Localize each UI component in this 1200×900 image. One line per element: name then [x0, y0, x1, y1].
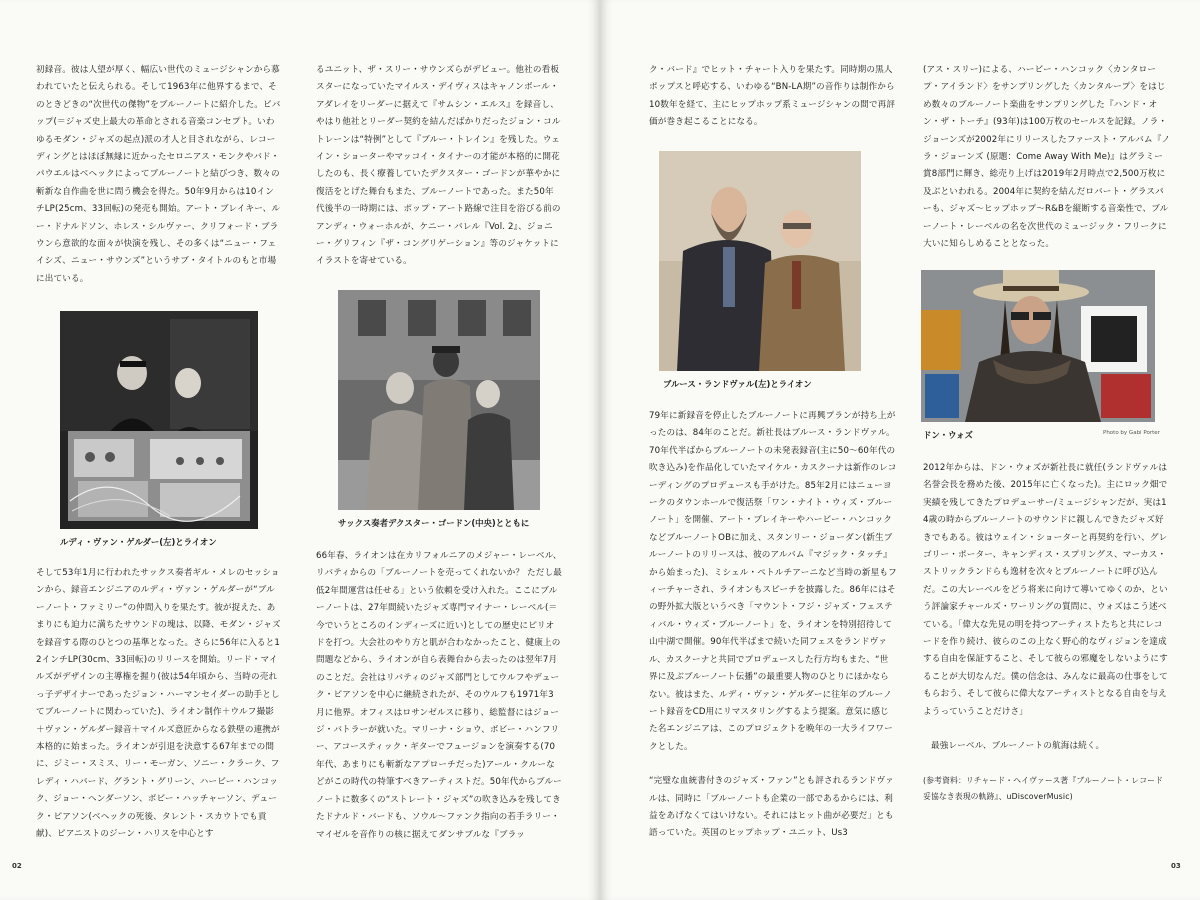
paragraph: 2012年からは、ドン・ウォズが新社長に就任(ランドヴァルは名誉会長を務めた後、2015年に亡くなった)。主にロック畑で実績を残してきたプロデューサー/ミュージシャンだが、実は14歳の時からブルーノートのサウンドに親しんできたジャズ好きでもある。彼はウェイン・ショーターと再契約を行い、グレゴリー・ポーター、キャンディス・スプリングス、マーカス・ストリックランドらも逸材を次々とブルーノートに呼び込んだ。この大レーベルをどう将来に向けて導いてゆくのか、という評論家チャールズ・ワーリングの質問に、ウォズはこう述べている。「偉大な先見の明を持つアーティストたちと共にレコードを作り続け、彼らのこの上なく野心的なヴィジョンを達成する自由を保証すること、そして彼らの邪魔をしないようにすることが大切なんだ。僕の信念は、みんなに最高の仕事をしてもらおう、そして彼らに偉大なアーティストとなる自由を与えようっていうことだけさ」	[923, 463, 1168, 717]
outdoor-photo-illustration	[338, 290, 540, 510]
text-column-1-continued	[36, 565, 282, 844]
text-column-4	[923, 62, 1171, 253]
text-column-1	[36, 62, 282, 288]
right-page	[601, 0, 1200, 900]
paragraph: そして53年1月に行われたサックス奏者ギル・メレのセッションから、録音エンジニアのルディ・ヴァン・ゲルダーが“ブルーノート・ファミリー”の仲間入りを果たす。彼が捉えた、あまりにも迫力に満ちたサウンドの塊は、以降、モダン・ジャズを録音する際のひとつの基準となった。さらに56年に入ると12インチLP(30cm、33回転)のリリースを開始。リード・マイルズがデザインの主導権を握り(彼は54年頃から、当時の売れっ子デザイナーであったジョン・ハーマンセイダーの助手としてブルーノートに関わっていた)、ライオン制作＋ウルフ撮影＋ヴァン・ゲルダー録音＋マイルズ意匠からなる鉄壁の連携が本格的に始まった。ライオンが引退を決意する67年までの間に、ジミー・スミス、リー・モーガン、ソニー・クラーク、フレディ・ハバード、グラント・グリーン、ハービー・ハンコック、ジョー・ヘンダーソン、ボビー・ハッチャーソン、デューク・ピアソン(ベヘックの死後、タレント・スカウトでも貢献)、ピアニストのジーン・ハリスを中心とす	[36, 568, 281, 840]
photo-credit: Photo by Gabi Porter	[1103, 430, 1160, 436]
paragraph: ク・バード』でヒット・チャート入りを果たす。同時期の黒人ポップスと呼応する、いわゆる“BN-LA期”の音作りは制作から10数年を経て、主にヒップホップ系ミュージシャンの間で再評価が巻き起こることになる。	[649, 65, 896, 128]
portrait-photo-illustration	[659, 151, 861, 371]
paragraph: 66年春、ライオンは在カリフォルニアのメジャー・レーベル、リバティからの「ブルーノートを売ってくれないか？ ただし最低2年間運営は任せる」という依頼を受け入れた。ここにブルーノートは、27年間続いたジャズ専門マイナー・レーベル(＝今でいうところのインディーズに近い)としての歴史にピリオドを打つ。大会社のやり方と肌が合わなかったこと、健康上の問題などから、ライオンが自ら表舞台から去ったのは翌年7月のことだ。会社はリバティのジャズ部門としてウルフやデューク・ピアソンを中心に継続されたが、そのウルフも1971年3月に他界。オフィスはロサンゼルスに移り、総監督にはジョージ・バトラーが就いた。マリーナ・ショウ、ボビー・ハンフリー、アコースティック・ギターでフュージョンを演奏する(70年代、あまりにも斬新なアプローチだった)アール・クルーなどがこの時代の特筆すべきアーティストだ。50年代からブルーノートに数多くの“ストレート・ジャズ”の吹き込みを残してきたドナルド・バードも、ソウル〜ファンク指向の若手ラリー・マイゼルを音作りの核に据えてダンサブルな『ブラッ	[316, 551, 562, 840]
photo-don-was	[921, 270, 1155, 422]
paragraph: るユニット、ザ・スリー・サウンズらがデビュー。他社の看板スターになっていたマイルス・デイヴィスはキャノンボール・アダレイをリーダーに据えて『サムシン・エルス』を録音し、やはり他社とリーダー契約を結んだばかりだったジョン・コルトレーンは“特例”として『ブルー・トレイン』を残した。ウェイン・ショーターやマッコイ・タイナーの才能が本格的に開花したのも、長く療養していたデクスター・ゴードンが華やかに復活をとげた舞台もまた、ブルーノートであった。また50年代後半の一時期には、ポップ・アート路線で注目を浴びる前のアンディ・ウォーホルが、ケニー・バレル『Vol. 2』、ジョニー・グリフィン『ザ・コングリゲーション』等のジャケットにイラストを寄せている。	[316, 65, 561, 267]
photo-dexter-gordon	[338, 290, 540, 510]
text-column-4-continued	[923, 460, 1171, 805]
paragraph: 79年に新録音を停止したブルーノートに再興プランが持ち上がったのは、84年のことだ。新社長はブルース・ランドヴァル。70年代半ばからブルーノートの未発表録音(主に50〜60年代の吹き込み)を作品化していたマイケル・カスクーナは新作のレコーディングのプロデュースも手がけた。85年2月にはニューヨークのタウンホールで復活祭「ワン・ナイト・ウィズ・ブルーノート」を開催、アート・ブレイキーやハービー・ハンコックなどブルーノートOBに加え、スタンリー・ジョーダン(新生ブルーノートのリリースは、彼のアルバム『マジック・タッチ』から始まった)、ミシェル・ペトルチアーニなど当時の新星もフィーチャーされ、ライオンもスピーチを披露した。86年にはその野外拡大版というべき「マウント・フジ・ジャズ・フェスティバル・ウィズ・ブルーノート」を、ライオンを特別招待して山中湖で開催。90年代半ばまで続いた同フェスをランドヴァル、カスクーナと共同でプロデュースした行方均もまた、“世界に及ぶブルーノート伝播”の最重要人物のひとりにほかならない。彼はまた、ルディ・ヴァン・ゲルダーに往年のブルーノート録音をCD用にリマスタリングするよう提案。意気に感じた名エンジニアは、このプロジェクトを晩年の一大ライフワークとした。	[649, 411, 897, 752]
left-page	[0, 0, 599, 900]
paragraph: (アス・スリー)による、ハービー・ハンコック〈カンタロープ・アイランド〉をサンプリングした〈カンタループ〉をはじめ数々のブルーノート楽曲をサンプリングした『ハンド・オン・ザ・トーチ』(93年)は100万枚のセールスを記録。ノラ・ジョーンズが2002年にリリースしたファースト・アルバム『ノラ・ジョーンズ (原題：Come Away With Me)』はグラミー賞8部門に輝き、総売り上げは2019年2月時点で2,500万枚に及ぶといわれる。2004年に契約を結んだロバート・グラスパーも、ジャズ〜ヒップホップ〜R&Bを縦断する音楽性で、ブルーノート・レーベルの名を次世代のミュージック・フリークに大いに知らしめることとなった。	[923, 65, 1171, 250]
paragraph: “完璧な血統書付きのジャズ・ファン”とも評されるランドヴァルは、同時に「ブルーノートも企業の一部であるからには、利益をあげなくてはいけない。それにはヒット曲が必要だ」とも語っていた。英国のヒップホップ・ユニット、Us3	[649, 776, 894, 839]
text-column-3	[649, 62, 897, 132]
reference-note: (参考資料：リチャード・ヘイヴァース著『ブルーノート・レコード 妥協なき表現の軌跡』、uDiscoverMusic)	[923, 775, 1164, 801]
text-column-3-continued	[649, 408, 897, 843]
page-number: 02	[12, 862, 22, 870]
photo-caption: ドン・ウォズ	[923, 430, 973, 440]
page-number: 03	[1171, 862, 1181, 870]
paragraph: 最強レーベル、ブルーノートの航海は続く。	[931, 741, 1105, 752]
paragraph: 初録音。彼は人望が厚く、幅広い世代のミュージシャンから慕われていたと伝えられる。そして1963年に他界するまで、そのときどきの“次世代の傑物”をブルーノートに紹介した。ビバップ(＝ジャズ史上最大の革命とされる音楽コンセプト。いわゆるモダン・ジャズの起点)派の才人と目されながら、レコーディングとはほぼ無縁に近かったセロニアス・モンクやバド・パウエルはベヘックによってブルーノートと結びつき、数々の斬新な自作曲を世に問う機会を得た。50年9月からは10インチLP(25cm、33回転)の発売も開始。アート・ブレイキー、ルー・ドナルドソン、ホレス・シルヴァー、クリフォード・ブラウンら意欲的な面々が快演を残し、その多くは“ニュー・フェイシズ、ニュー・サウンズ”というサブ・タイトルのもと市場に出ている。	[36, 65, 281, 284]
photo-van-gelder-lion	[60, 311, 258, 529]
don-was-photo-illustration	[921, 270, 1155, 422]
photo-caption: ブルース・ランドヴァル(左)とライオン	[663, 379, 812, 389]
text-column-2-continued	[316, 548, 562, 844]
text-column-2	[316, 62, 562, 271]
photo-caption: ルディ・ヴァン・ゲルダー(左)とライオン	[60, 537, 217, 547]
photo-caption: サックス奏者デクスター・ゴードン(中央)とともに	[338, 518, 530, 528]
studio-photo-illustration	[60, 311, 258, 529]
photo-lundvall-lion	[659, 151, 861, 371]
